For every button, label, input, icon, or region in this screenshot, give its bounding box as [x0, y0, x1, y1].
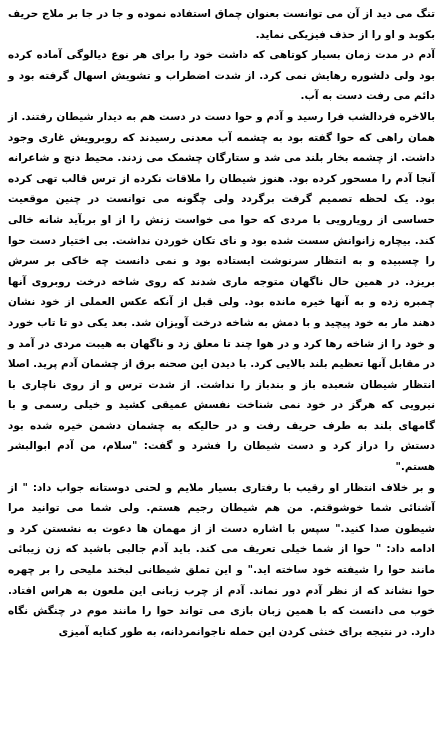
paragraph-4: و بر خلاف انتظار او رقیب با رفتاری بسیار ملایم و لحنی دوستانه جواب داد: " از آشنائی شما خوشوقتم. من هم شیطان رجیم هستم. ولی شما می توانید مرا شیطون صدا کنید." سپس با اشاره دست از از مهمان ها دعوت به نشستن کرد و ادامه داد: " حوا از شما خیلی تعریف می کند. باید آدم جالبی باشید که زن زیبائی مانند حوا را شیفته خود ساخته اید." و این تملق شیطانی لبخند ملیحی را بر چهره حوا نشاند که از نظر آدم دور نماند. آدم از چرب زبانی این ملعون به هراس افتاد. خوب می دانست که با همین زبان بازی می تواند حوا را مانند موم در چنگش نگاه دارد. در نتیجه برای خنثی کردن این حمله ناجوانمردانه، به طور کنایه آمیزی [8, 481, 435, 638]
paragraph-3: بالاخره فردالشب فرا رسید و آدم و حوا دست در دست هم به دیدار شیطان رفتند. از همان راهی که حوا گفته بود به چشمه آب معدنی رسیدند که روبرویش غاری وجود داشت. از چشمه بخار بلند می شد و ستارگان چشمک می زدند. محیط دنج و شاعرانه آنجا آدم را مسحور کرده بود. هنوز شیطان را ملاقات نکرده از ترس قالب تهی کرده بود. یک لحظه تصمیم گرفت برگردد ولی چگونه می توانست در چنین موقعیت حساسی از رویارویی با مردی که حوا می خواست زنش را از او بربآید شانه خالی کند. بیچاره زانوانش سست شده بود و نای تکان خوردن نداشت. بی اختیار دست حوا را چسبیده و به انتظار سرنوشت ایستاده بود و نمی دانست چه خاکی بر سرش بریزد. در همین حال ناگهان متوجه ماری شدند که روی شاخه درخت روبروی آنها چمبره زده و به آنها خیره مانده بود. ولی قبل از آنکه عکس العملی از خود نشان دهند مار به خود پیچید و با دمش به شاخه درخت آویزان شد. بعد یکی دو تا تاب خورد و خود را از شاخه رها کرد و در هوا چند تا معلق زد و ناگهان به هیبت مردی در آمد و در مقابل آنها تعظیم بلند بالایی کرد. با دیدن این صحنه برق از چشمان آدم پرید. اصلا انتظار شیطان شعبده باز و بندباز را نداشت. از شدت ترس و از روی ناچاری با نیرویی که هرگز در خود نمی شناخت نفسش عمیقی کشید و خیلی رسمی و با گامهای بلند به طرف حریف رفت و در حالیکه به چشمان دشمن خیره شده بود دستش را دراز کرد و دست شیطان را فشرد و گفت: "سلام، من آدم ابوالبشر هستم." [8, 110, 435, 474]
paragraph-1: تنگ می دید از آن می توانست بعنوان چماق استفاده نموده و جا در جا بر ملاج حریف بکوبد و او را از حذف فیزیکی نماید. [8, 8, 435, 41]
paragraph-2: آدم در مدت زمان بسیار کوتاهی که داشت خود را برای هر نوع دیالوگی آماده کرده بود ولی دلشوره رهایش نمی کرد. از شدت اضطراب و تشویش اسهال گرفته بود و دائم می رفت دست به آب. [8, 49, 435, 103]
